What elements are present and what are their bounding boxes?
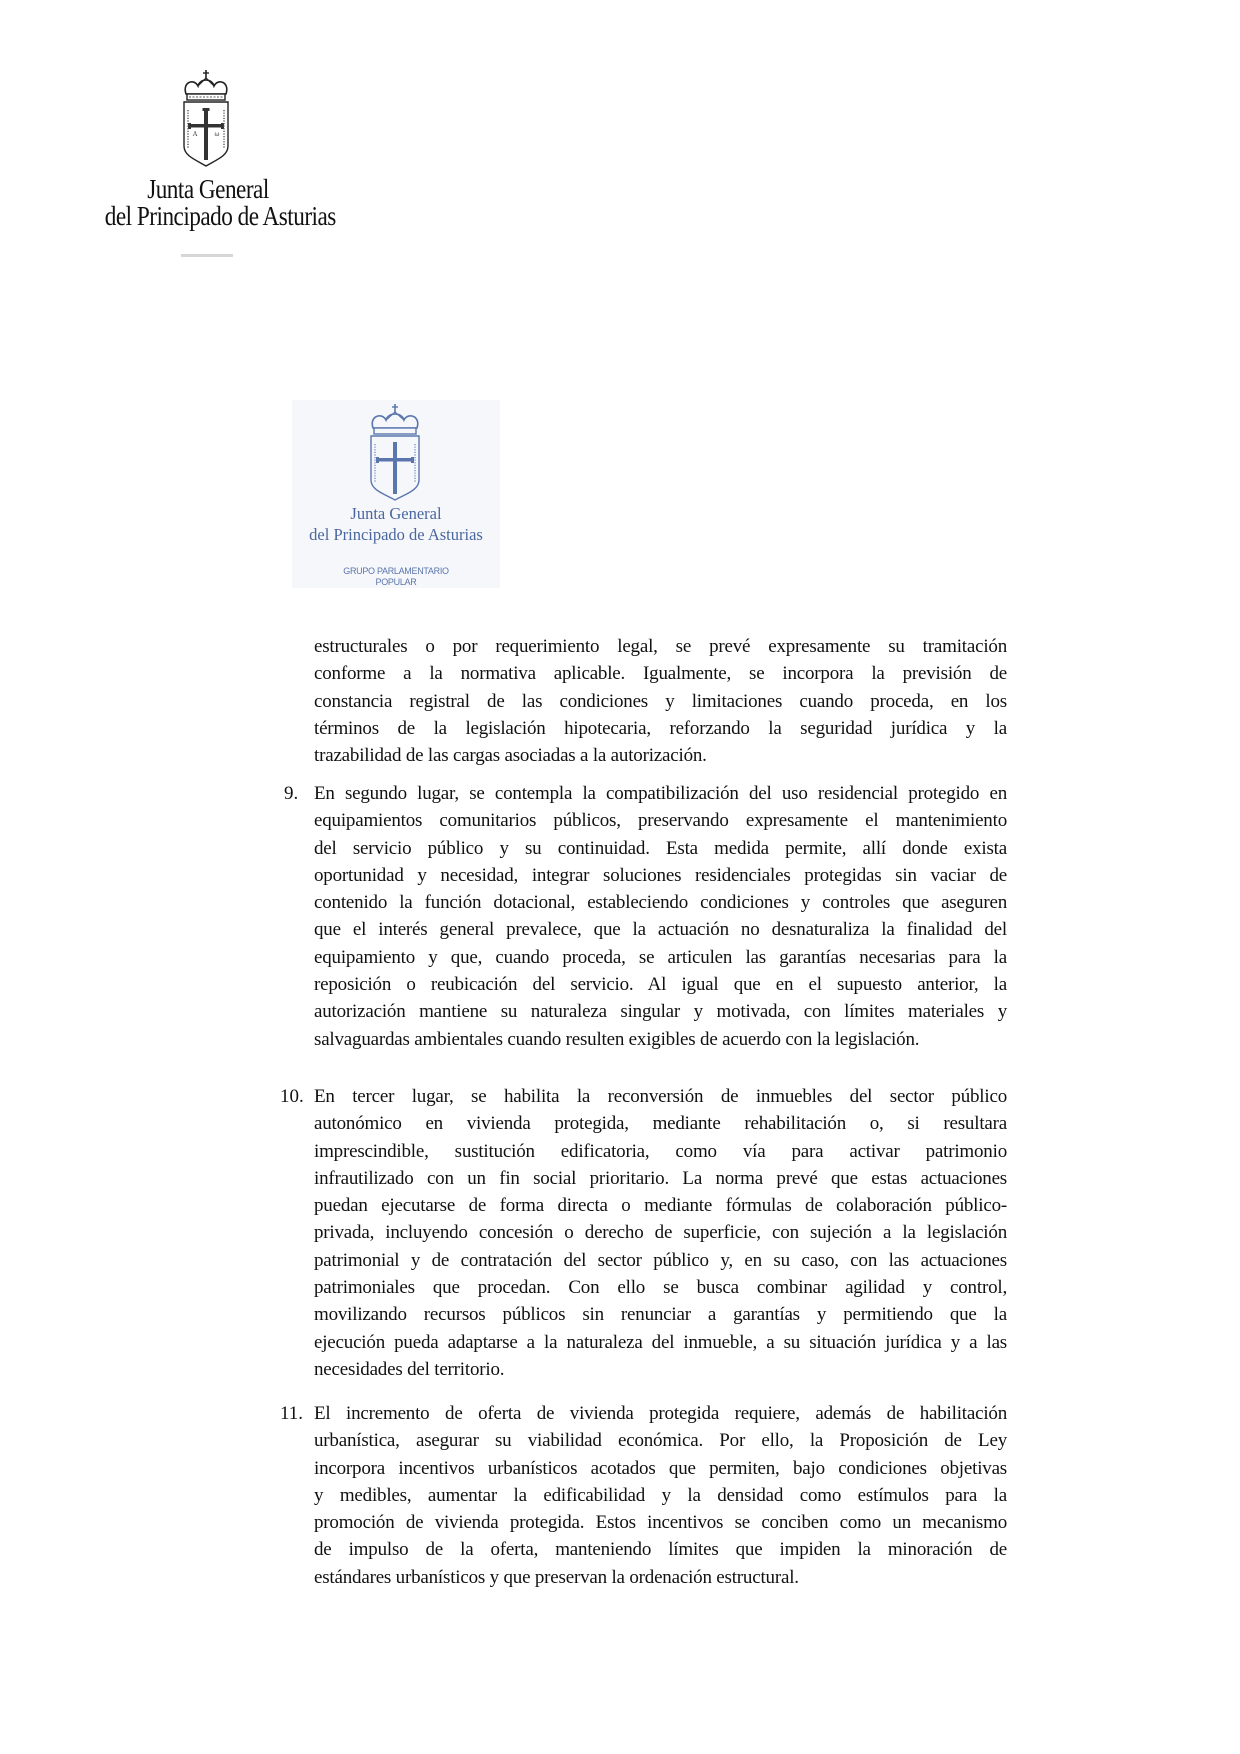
text-line: incorpora incentivos urbanísticos acotados que permiten, bajo condiciones objetivas — [314, 1457, 1007, 1479]
group-line-1: GRUPO PARLAMENTARIO — [343, 566, 449, 576]
group-institution-name — [292, 503, 500, 545]
text-line: autonómico en vivienda protegida, mediante rehabilitación o, si resultara — [314, 1113, 1007, 1135]
text-line: equipamiento y que, cuando proceda, se articulen las garantías necesarias para la — [314, 946, 1007, 968]
text-line: En tercer lugar, se habilita la reconversión de inmuebles del sector público — [314, 1086, 1007, 1107]
text-line: privada, incluyendo concesión o derecho de superficie, con sujeción a la legislación — [314, 1222, 1007, 1244]
paragraph-11 — [280, 1400, 1007, 1591]
text-line: patrimonial y de contratación del sector público y, en su caso, con las actuaciones — [314, 1249, 1007, 1271]
text-line: infrautilizado con un fin social prioritario. La norma prevé que estas actuaciones — [314, 1167, 1007, 1189]
text-line: trazabilidad de las cargas asociadas a la autorización. — [314, 745, 707, 767]
text-line: conforme a la normativa aplicable. Igualmente, se incorpora la previsión de — [314, 663, 1007, 685]
paragraph-number: 11. — [280, 1403, 304, 1424]
text-line: oportunidad y necesidad, integrar soluciones residenciales protegidas sin vaciar de — [314, 864, 1007, 886]
text-line: El incremento de oferta de vivienda protegida requiere, además de habilitación — [314, 1403, 1007, 1424]
parliamentary-group-name — [292, 566, 500, 588]
text-line: y medibles, aumentar la edificabilidad y la densidad como estímulos para la — [314, 1484, 1007, 1506]
institution-line-2: del Principado de Asturias — [104, 201, 336, 231]
text-line: equipamientos comunitarios públicos, preservando expresamente el mantenimiento — [314, 810, 1007, 832]
institution-name — [104, 174, 336, 231]
institution-line-1: Junta General — [147, 174, 269, 204]
paragraph-10 — [280, 1083, 1007, 1383]
coat-of-arms-icon — [178, 68, 234, 168]
group-line-2: POPULAR — [375, 577, 417, 587]
text-line: autorización mantiene su naturaleza singular y motivada, con límites materiales y — [314, 1001, 1007, 1023]
paragraph-number: 10. — [280, 1086, 304, 1107]
text-line: contenido la función dotacional, estableciendo condiciones y controles que aseguren — [314, 892, 1007, 914]
text-line: constancia registral de las condiciones y limitaciones cuando proceda, en los — [314, 690, 1007, 712]
paragraph-continuation — [314, 633, 1007, 769]
text-line: que el interés general prevalece, que la actuación no desnaturaliza la finalidad del — [314, 919, 1007, 941]
text-line: de impulso de la oferta, manteniendo límites que impiden la minoración de — [314, 1539, 1007, 1561]
group-institution-line-2: del Principado de Asturias — [309, 525, 483, 544]
text-line: ejecución pueda adaptarse a la naturaleza del inmueble, a su situación jurídica y a las — [314, 1331, 1007, 1353]
paragraph-number: 9. — [284, 783, 299, 804]
text-line: puedan ejecutarse de forma directa o mediante fórmulas de colaboración público- — [314, 1195, 1007, 1217]
text-line: necesidades del territorio. — [314, 1358, 505, 1380]
text-line: estructurales o por requerimiento legal, se prevé expresamente su tramitación — [314, 636, 1007, 657]
text-line: reposición o reubicación del servicio. Al igual que en el supuesto anterior, la — [314, 974, 1007, 996]
paragraph-9 — [284, 780, 1007, 1053]
text-line: promoción de vivienda protegida. Estos incentivos se conciben como un mecanismo — [314, 1512, 1007, 1534]
text-line: salvaguardas ambientales cuando resulten exigibles de acuerdo con la legislación. — [314, 1028, 920, 1050]
svg-text:ω: ω — [214, 131, 220, 138]
group-institution-line-1: Junta General — [350, 504, 442, 523]
svg-text:A: A — [192, 131, 198, 138]
text-line: del servicio público y su continuidad. Esta medida permite, allí donde exista — [314, 837, 1007, 859]
text-line: patrimoniales que procedan. Con ello se busca combinar agilidad y control, — [314, 1277, 1007, 1299]
text-line: imprescindible, sustitución edificatoria, como vía para activar patrimonio — [314, 1140, 1007, 1162]
text-line: términos de la legislación hipotecaria, reforzando la seguridad jurídica y la — [314, 717, 1007, 739]
text-line: movilizando recursos públicos sin renunciar a garantías y permitiendo que la — [314, 1304, 1007, 1326]
text-line: En segundo lugar, se contempla la compatibilización del uso residencial protegido en — [314, 783, 1007, 804]
text-line: urbanística, asegurar su viabilidad económica. Por ello, la Proposición de Ley — [314, 1430, 1007, 1452]
coat-of-arms-blue-icon — [365, 402, 425, 502]
header-divider — [181, 254, 233, 257]
text-line: estándares urbanísticos y que preservan la ordenación estructural. — [314, 1566, 799, 1588]
